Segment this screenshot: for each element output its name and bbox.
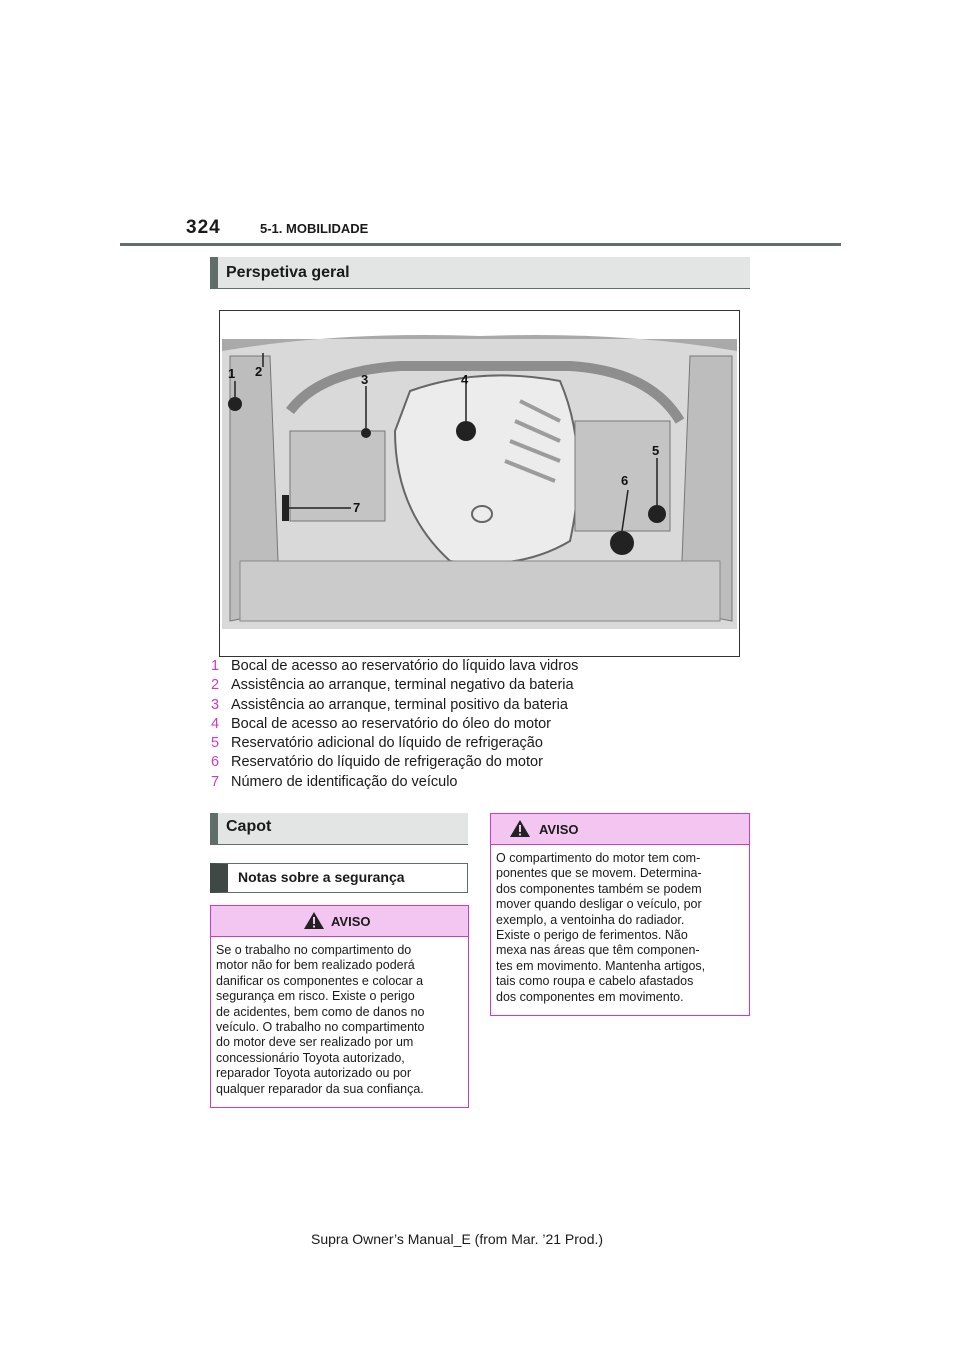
legend-number: 5 (211, 735, 220, 752)
legend-item (211, 696, 578, 715)
warning-label: AVISO (331, 914, 371, 929)
overview-heading (210, 257, 750, 289)
legend-number: 1 (211, 658, 220, 674)
auxiliary-coolant-cap (648, 505, 666, 523)
legend-text: Bocal de acesso ao reservatório do líquido lava vidros (231, 658, 579, 674)
engine-bay-illustration (220, 311, 739, 656)
warning-line: dos componentes também se podem (496, 881, 702, 896)
front-crossmember (240, 561, 720, 621)
warning-line: tais como roupa e cabelo afastados (496, 974, 694, 989)
header-rule (120, 243, 841, 246)
legend-item (211, 657, 578, 676)
legend-number: 3 (211, 696, 220, 713)
positive-terminal (361, 428, 371, 438)
warning-line: dos componentes em movimento. (496, 989, 684, 1004)
legend-number: 7 (211, 773, 220, 790)
legend-text: Bocal de acesso ao reservatório do óleo do motor (231, 715, 551, 732)
callout-1: 1 (228, 366, 236, 381)
section-title: 5-1. MOBILIDADE (260, 221, 369, 236)
coolant-reservoir-cap (610, 531, 634, 555)
warning-box-right (490, 813, 750, 1016)
warning-line: motor não for bem realizado poderá (216, 958, 415, 973)
warning-line: exemplo, a ventoinha do radiador. (496, 912, 685, 927)
hood-heading-text: Capot (226, 818, 272, 835)
warning-line: ponentes que se movem. Determina- (496, 866, 702, 881)
warning-line: de acidentes, bem como de danos no (216, 1004, 425, 1019)
warning-line: qualquer reparador da sua confiança. (216, 1081, 424, 1096)
warning-line: mover quando desligar o veículo, por (496, 897, 702, 912)
warning-line: tes em movimento. Mantenha artigos, (496, 958, 706, 973)
safety-notes-heading-text: Notas sobre a segurança (238, 869, 405, 885)
warning-header (491, 814, 749, 845)
warning-line: Existe o perigo de ferimentos. Não (496, 928, 688, 943)
callout-3: 3 (361, 372, 369, 387)
legend-item (211, 676, 578, 695)
hood-heading (210, 813, 468, 845)
oil-filler-cap (456, 421, 476, 441)
callout-2: 2 (255, 364, 263, 379)
legend-text: Número de identificação do veículo (231, 773, 458, 790)
callout-6: 6 (621, 473, 629, 488)
legend-item (211, 734, 578, 753)
legend-text: Reservatório adicional do líquido de refrigeração (231, 735, 543, 752)
warning-line: danificar os componentes e colocar a (216, 973, 424, 988)
footer-text: Supra Owner’s Manual_E (from Mar. ’21 Prod.) (311, 1231, 604, 1247)
warning-line: mexa nas áreas que têm componen- (496, 943, 700, 958)
legend-item (211, 753, 578, 772)
warning-header (211, 906, 468, 937)
engine-bay-figure (219, 310, 740, 657)
callout-7: 7 (353, 500, 361, 515)
warning-box-left (210, 905, 469, 1108)
legend-number: 4 (211, 715, 220, 732)
warning-line: concessionário Toyota autorizado, (216, 1050, 405, 1065)
legend-text: Reservatório do líquido de refrigeração do motor (231, 754, 543, 771)
legend-number: 6 (211, 754, 220, 771)
legend-text: Assistência ao arranque, terminal negativo da bateria (231, 677, 574, 694)
warning-line: veículo. O trabalho no compartimento (216, 1020, 425, 1035)
legend-list (211, 657, 578, 792)
warning-line: O compartimento do motor tem com- (496, 851, 701, 865)
page-number: 324 (186, 217, 221, 238)
warning-line: segurança em risco. Existe o perigo (216, 989, 415, 1004)
warning-line: reparador Toyota autorizado ou por (216, 1066, 412, 1081)
legend-item (211, 715, 578, 734)
callout-4: 4 (461, 372, 469, 387)
legend-text: Assistência ao arranque, terminal positivo da bateria (231, 696, 568, 713)
warning-text (491, 845, 749, 1005)
warning-line: Se o trabalho no compartimento do (216, 943, 412, 957)
safety-notes-heading (210, 863, 468, 893)
overview-heading-text: Perspetiva geral (226, 264, 350, 281)
legend-number: 2 (211, 677, 220, 694)
washer-fluid-cap (228, 397, 242, 411)
warning-label: AVISO (539, 822, 579, 837)
legend-item (211, 773, 578, 792)
warning-text (211, 937, 468, 1097)
vin-plate (282, 495, 289, 521)
warning-triangle-icon (303, 911, 325, 930)
warning-line: do motor deve ser realizado por um (216, 1035, 414, 1050)
warning-triangle-icon (509, 819, 531, 838)
callout-5: 5 (652, 443, 660, 458)
